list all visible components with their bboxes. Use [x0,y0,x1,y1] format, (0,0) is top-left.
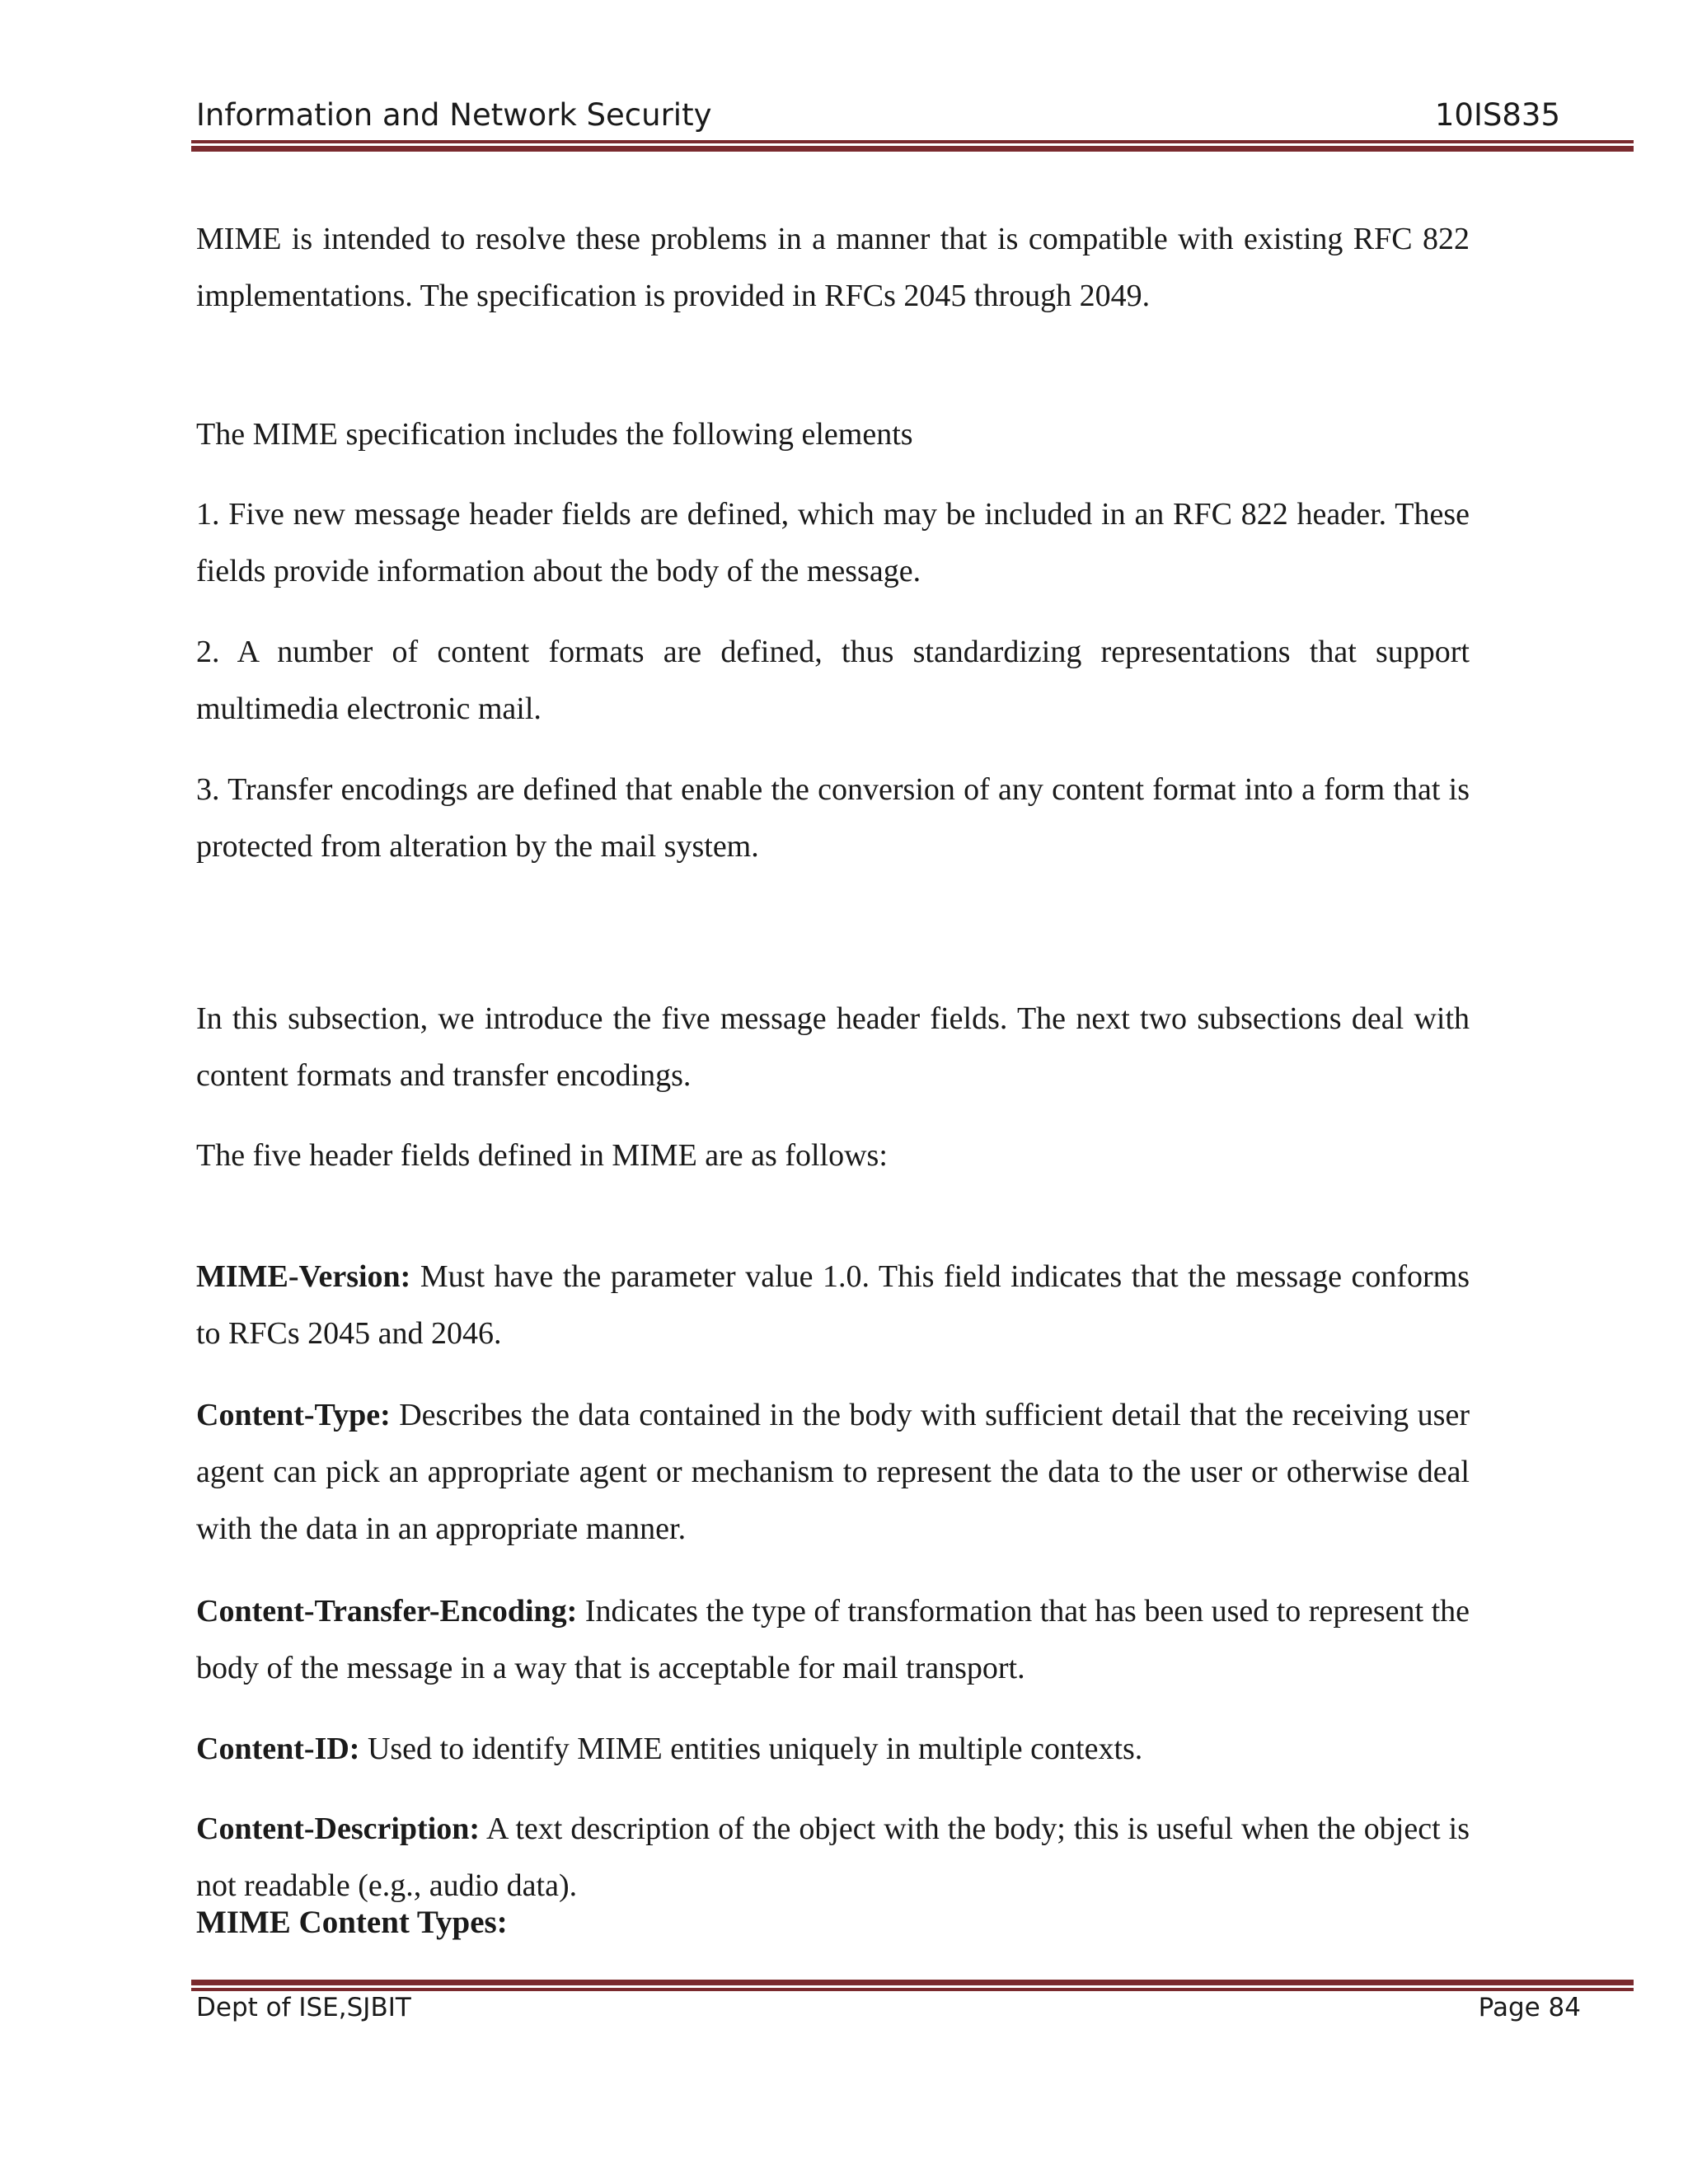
field-term: MIME-Version: [196,1259,411,1294]
field-content-id [196,1721,1470,1778]
field-description: A text description of the object with the body; this is useful when the object is not readable (e.g., audio data). [196,1811,1470,1903]
page-footer [196,1993,1581,2034]
footer-page-number: Page 84 [1478,1993,1581,2022]
field-description: Must have the parameter value 1.0. This field indicates that the message conforms to RFCs 2045 and 2046. [196,1259,1470,1351]
header-course-code: 10IS835 [1434,97,1560,133]
element-item-1: 1. Five new message header fields are defined, which may be included in an RFC 822 header. These fields provide information about the body of the message. [196,497,1470,588]
field-description: Describes the data contained in the body with sufficient detail that the receiving user agent can pick an appropriate agent or mechanism to represent the data to the user or otherwise deal with the data in an appropriate manner. [196,1398,1470,1546]
field-content-description [196,1801,1470,1915]
section-heading: MIME Content Types: [196,1905,508,1940]
field-content-transfer-encoding [196,1583,1470,1697]
header-divider-thin [191,140,1634,143]
field-description: Used to identify MIME entities uniquely in multiple contexts. [359,1732,1143,1766]
five-fields-paragraph: The five header fields defined in MIME are as follows: [196,1138,888,1173]
field-term: Content-Description: [196,1811,481,1846]
footer-department: Dept of ISE,SJBIT [196,1993,411,2022]
elements-intro-paragraph: The MIME specification includes the following elements [196,417,913,452]
element-item-2: 2. A number of content formats are defined, thus standardizing representations that support multimedia electronic mail. [196,635,1470,726]
field-content-type [196,1387,1470,1558]
field-mime-version [196,1249,1470,1362]
footer-divider-thin [191,1988,1634,1991]
subsection-paragraph: In this subsection, we introduce the five message header fields. The next two subsections deal with content formats and transfer encodings. [196,1001,1470,1093]
header-divider-thick [191,146,1634,152]
header-course-title: Information and Network Security [196,97,712,133]
field-term: Content-ID: [196,1732,360,1766]
page-header [196,97,1560,147]
field-term: Content-Type: [196,1398,391,1432]
footer-divider-thick [191,1980,1634,1985]
intro-paragraph: MIME is intended to resolve these problems in a manner that is compatible with existing RFC 822 implementations. The specification is provided in RFCs 2045 through 2049. [196,222,1470,313]
field-description: Indicates the type of transformation that has been used to represent the body of the message in a way that is acceptable for mail transport. [196,1594,1470,1685]
field-term: Content-Transfer-Encoding: [196,1594,578,1629]
element-item-3: 3. Transfer encodings are defined that enable the conversion of any content format into a form that is protected from alteration by the mail system. [196,772,1470,864]
